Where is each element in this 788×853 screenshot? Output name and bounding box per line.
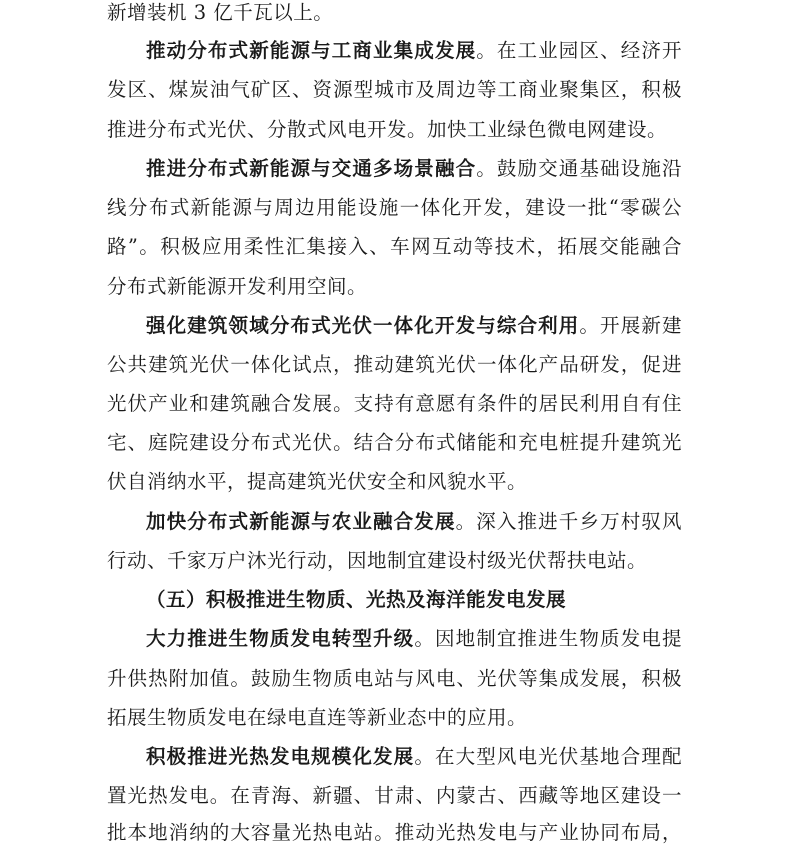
line-text: 批本地消纳的大容量光热电站。推动光热发电与产业协同布局， [107,821,682,844]
paragraph-line [107,541,682,581]
paragraph-line [107,698,682,738]
line-text: 。因地制宜推进生物质发电提 [414,627,682,650]
paragraph-line [107,70,682,110]
section-heading-text: （五）积极推进生物质、光热及海洋能发电发展 [146,588,567,611]
line-text: 路”。积极应用柔性汇集接入、车网互动等技术，拓展交能融合 [107,235,682,258]
lead-in-heading: 大力推进生物质发电转型升级 [146,627,415,650]
lead-in-heading: 加快分布式新能源与农业融合发展 [146,510,456,533]
paragraph-line [146,149,682,189]
line-text: 。开展新建 [579,314,682,337]
paragraph-line [146,306,682,346]
paragraph-line [107,227,682,267]
line-text: 置光热发电。在青海、新疆、甘肃、内蒙古、西藏等地区建设一 [107,784,682,807]
line-text: 。鼓励交通基础设施沿 [476,157,682,180]
paragraph-line [107,188,682,228]
paragraph-line [107,267,682,307]
lead-in-heading: 推进分布式新能源与交通多场景融合 [146,157,477,180]
paragraph-line [107,384,682,424]
line-text: 光伏产业和建筑融合发展。支持有意愿有条件的居民利用自有住 [107,392,682,415]
lead-in-heading: 推动分布式新能源与工商业集成发展 [146,39,477,62]
paragraph-line [107,659,682,699]
line-text: 。在工业园区、经济开 [476,39,682,62]
paragraph-line [146,31,682,71]
paragraph-line [107,776,682,816]
line-text: 新增装机 3 亿千瓦以上。 [107,1,334,24]
line-text: 发区、煤炭油气矿区、资源型城市及周边等工商业聚集区，积极 [107,78,682,101]
paragraph-line [107,0,682,33]
line-text: 。在大型风电光伏基地合理配 [414,745,682,768]
section-heading [146,580,566,620]
paragraph-line [146,619,682,659]
lead-in-heading: 强化建筑领域分布式光伏一体化开发与综合利用 [146,314,580,337]
line-text: 升供热附加值。鼓励生物质电站与风电、光伏等集成发展，积极 [107,667,682,690]
line-text: 行动、千家万户沐光行动，因地制宜建设村级光伏帮扶电站。 [107,549,648,572]
paragraph-line [107,462,682,502]
line-text: 。深入推进千乡万村驭风 [455,510,682,533]
paragraph-line [107,110,682,150]
line-text: 伏自消纳水平，提高建筑光伏安全和风貌水平。 [107,470,528,493]
line-text: 公共建筑光伏一体化试点，推动建筑光伏一体化产品研发，促进 [107,353,682,376]
line-text: 分布式新能源开发利用空间。 [107,275,368,298]
lead-in-heading: 积极推进光热发电规模化发展 [146,745,415,768]
line-text: 拓展生物质发电在绿电直连等新业态中的应用。 [107,706,528,729]
paragraph-line [146,737,682,777]
paragraph-line [107,423,682,463]
paragraph-line [107,813,682,853]
line-text: 线分布式新能源与周边用能设施一体化开发，建设一批“零碳公 [107,196,682,219]
line-text: 推进分布式光伏、分散式风电开发。加快工业绿色微电网建设。 [107,118,668,141]
paragraph-line [107,345,682,385]
line-text: 宅、庭院建设分布式光伏。结合分布式储能和充电桩提升建筑光 [107,431,682,454]
paragraph-line [146,502,682,542]
